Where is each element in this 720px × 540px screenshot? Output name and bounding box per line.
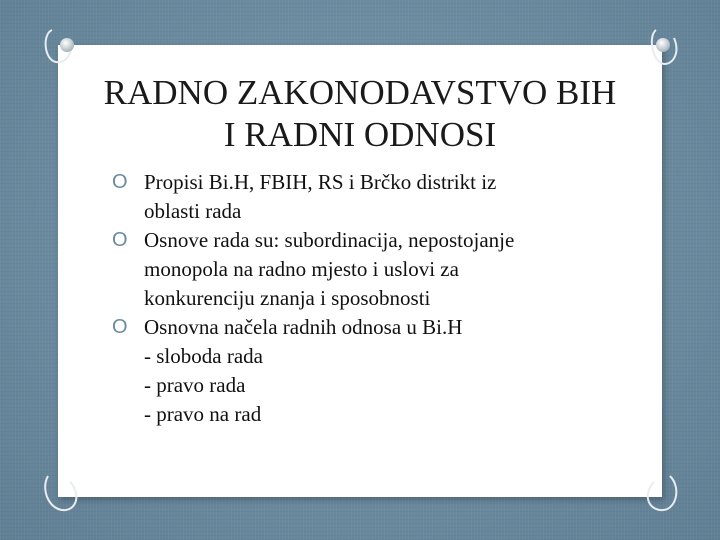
decorative-wire-bottom-left [40, 470, 85, 520]
title-line-2: I RADNI ODNOSI [223, 115, 497, 154]
sub-list-item: - pravo na rad [144, 402, 262, 426]
decorative-wire-bottom-right [640, 470, 685, 520]
list-item-line: Osnovna načela radnih odnosa u Bi.H [144, 315, 463, 339]
sub-list-item: - sloboda rada [144, 344, 263, 368]
list-item-line: monopola na radno mjesto i uslovi za [144, 257, 459, 281]
decorative-wire-top-left [40, 22, 80, 77]
circle-bullet-icon: O [112, 171, 128, 193]
list-item [112, 226, 632, 313]
circle-bullet-icon: O [112, 229, 128, 251]
title-line-1: RADNO ZAKONODAVSTVO BIH [103, 73, 617, 112]
pin-icon-top-right [656, 38, 670, 52]
list-item-line: Propisi Bi.H, FBIH, RS i Brčko distrikt iz [144, 170, 497, 194]
bullet-list [112, 168, 632, 429]
list-item-line: konkurenciju znanja i sposobnosti [144, 286, 431, 310]
circle-bullet-icon: O [112, 316, 128, 338]
list-item-line: oblasti rada [144, 199, 242, 223]
sub-list-item: - pravo rada [144, 373, 246, 397]
list-item [112, 168, 632, 226]
pin-icon-top-left [60, 38, 74, 52]
list-item [112, 313, 632, 342]
slide-title [0, 72, 720, 156]
list-item-line: Osnove rada su: subordinacija, nepostojanje [144, 228, 515, 252]
